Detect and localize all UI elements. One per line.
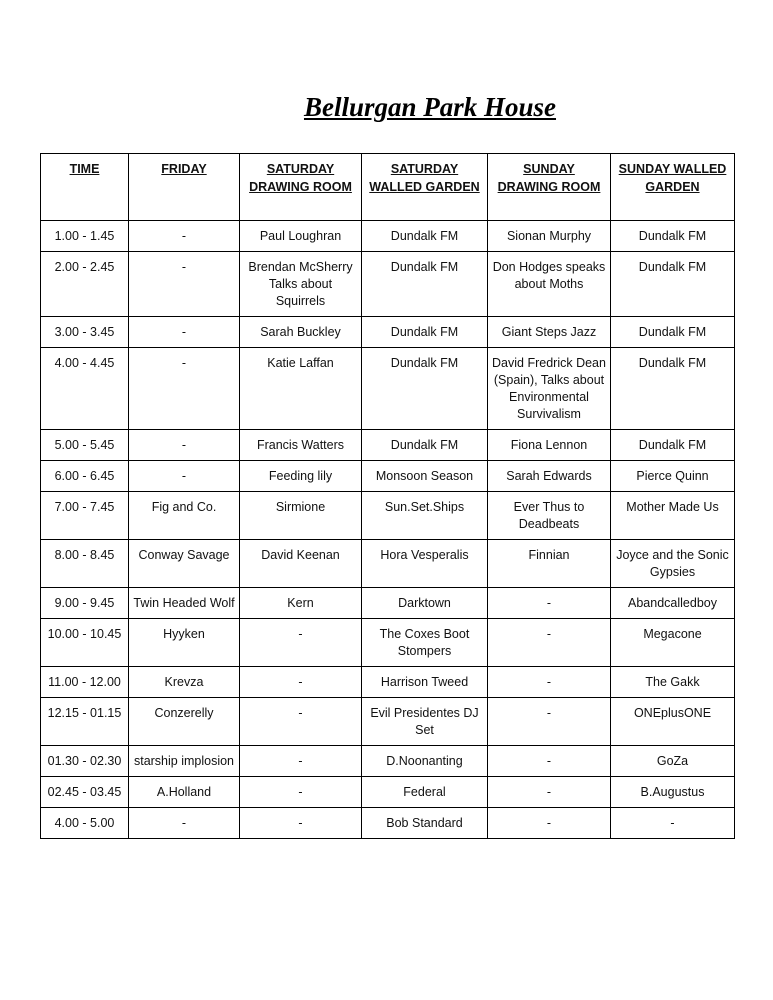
cell-friday: Hyyken (129, 619, 240, 667)
cell-time: 11.00 - 12.00 (41, 667, 129, 698)
cell-time: 9.00 - 9.45 (41, 588, 129, 619)
cell-sunday-walled-garden: ONEplusONE (611, 698, 735, 746)
cell-saturday-walled-garden: Federal (362, 777, 488, 808)
cell-sunday-walled-garden: Abandcalledboy (611, 588, 735, 619)
cell-sunday-walled-garden: B.Augustus (611, 777, 735, 808)
cell-saturday-walled-garden: Sun.Set.Ships (362, 492, 488, 540)
table-row (41, 777, 735, 808)
cell-saturday-drawing-room: Kern (240, 588, 362, 619)
header-row (41, 154, 735, 221)
cell-saturday-walled-garden: Dundalk FM (362, 348, 488, 430)
cell-saturday-drawing-room: - (240, 808, 362, 839)
cell-sunday-drawing-room: Fiona Lennon (488, 430, 611, 461)
table-row (41, 667, 735, 698)
cell-sunday-drawing-room: - (488, 667, 611, 698)
cell-friday: - (129, 461, 240, 492)
cell-saturday-walled-garden: Dundalk FM (362, 252, 488, 317)
schedule-body (41, 221, 735, 839)
cell-saturday-drawing-room: Feeding lily (240, 461, 362, 492)
header-sunday-walled-garden: SUNDAY WALLED GARDEN (611, 154, 735, 221)
cell-sunday-walled-garden: Mother Made Us (611, 492, 735, 540)
cell-saturday-walled-garden: Dundalk FM (362, 317, 488, 348)
cell-time: 7.00 - 7.45 (41, 492, 129, 540)
cell-saturday-drawing-room: Brendan McSherry Talks about Squirrels (240, 252, 362, 317)
cell-sunday-drawing-room: Sarah Edwards (488, 461, 611, 492)
table-row (41, 808, 735, 839)
header-saturday-drawing-room: SATURDAY DRAWING ROOM (240, 154, 362, 221)
table-row (41, 461, 735, 492)
table-row (41, 698, 735, 746)
cell-saturday-drawing-room: - (240, 777, 362, 808)
cell-sunday-drawing-room: - (488, 777, 611, 808)
table-row (41, 540, 735, 588)
cell-friday: Fig and Co. (129, 492, 240, 540)
cell-sunday-walled-garden: Dundalk FM (611, 348, 735, 430)
cell-time: 2.00 - 2.45 (41, 252, 129, 317)
header-friday: FRIDAY (129, 154, 240, 221)
cell-saturday-walled-garden: Evil Presidentes DJ Set (362, 698, 488, 746)
cell-saturday-walled-garden: Bob Standard (362, 808, 488, 839)
table-row (41, 317, 735, 348)
cell-sunday-drawing-room: - (488, 808, 611, 839)
cell-sunday-walled-garden: Dundalk FM (611, 252, 735, 317)
cell-sunday-drawing-room: Ever Thus to Deadbeats (488, 492, 611, 540)
table-row (41, 746, 735, 777)
cell-saturday-walled-garden: Hora Vesperalis (362, 540, 488, 588)
cell-sunday-drawing-room: Giant Steps Jazz (488, 317, 611, 348)
cell-friday: A.Holland (129, 777, 240, 808)
cell-sunday-drawing-room: Finnian (488, 540, 611, 588)
cell-time: 3.00 - 3.45 (41, 317, 129, 348)
cell-sunday-walled-garden: Joyce and the Sonic Gypsies (611, 540, 735, 588)
cell-saturday-walled-garden: D.Noonanting (362, 746, 488, 777)
cell-sunday-drawing-room: - (488, 746, 611, 777)
cell-time: 02.45 - 03.45 (41, 777, 129, 808)
cell-time: 6.00 - 6.45 (41, 461, 129, 492)
cell-sunday-drawing-room: - (488, 588, 611, 619)
table-row (41, 588, 735, 619)
cell-saturday-drawing-room: Paul Loughran (240, 221, 362, 252)
cell-friday: - (129, 317, 240, 348)
table-row (41, 492, 735, 540)
cell-saturday-walled-garden: Darktown (362, 588, 488, 619)
cell-sunday-walled-garden: Megacone (611, 619, 735, 667)
cell-sunday-walled-garden: Dundalk FM (611, 317, 735, 348)
table-row (41, 252, 735, 317)
cell-time: 5.00 - 5.45 (41, 430, 129, 461)
cell-sunday-drawing-room: - (488, 619, 611, 667)
cell-saturday-drawing-room: - (240, 667, 362, 698)
cell-friday: - (129, 808, 240, 839)
table-row (41, 430, 735, 461)
cell-sunday-walled-garden: The Gakk (611, 667, 735, 698)
cell-saturday-drawing-room: David Keenan (240, 540, 362, 588)
cell-friday: - (129, 430, 240, 461)
cell-sunday-drawing-room: Don Hodges speaks about Moths (488, 252, 611, 317)
cell-saturday-drawing-room: - (240, 698, 362, 746)
cell-sunday-drawing-room: - (488, 698, 611, 746)
table-row (41, 619, 735, 667)
cell-saturday-drawing-room: Sirmione (240, 492, 362, 540)
cell-sunday-walled-garden: Dundalk FM (611, 221, 735, 252)
cell-saturday-drawing-room: Sarah Buckley (240, 317, 362, 348)
cell-sunday-walled-garden: Pierce Quinn (611, 461, 735, 492)
cell-time: 4.00 - 4.45 (41, 348, 129, 430)
cell-sunday-drawing-room: Sionan Murphy (488, 221, 611, 252)
cell-sunday-walled-garden: - (611, 808, 735, 839)
cell-saturday-walled-garden: Dundalk FM (362, 221, 488, 252)
cell-saturday-walled-garden: The Coxes Boot Stompers (362, 619, 488, 667)
cell-friday: Conway Savage (129, 540, 240, 588)
cell-saturday-walled-garden: Monsoon Season (362, 461, 488, 492)
cell-friday: starship implosion (129, 746, 240, 777)
cell-saturday-drawing-room: - (240, 746, 362, 777)
cell-friday: Krevza (129, 667, 240, 698)
cell-saturday-drawing-room: Katie Laffan (240, 348, 362, 430)
header-sunday-drawing-room: SUNDAY DRAWING ROOM (488, 154, 611, 221)
cell-friday: - (129, 221, 240, 252)
cell-time: 12.15 - 01.15 (41, 698, 129, 746)
cell-friday: - (129, 348, 240, 430)
cell-time: 10.00 - 10.45 (41, 619, 129, 667)
cell-sunday-walled-garden: Dundalk FM (611, 430, 735, 461)
cell-friday: - (129, 252, 240, 317)
cell-saturday-walled-garden: Harrison Tweed (362, 667, 488, 698)
cell-time: 4.00 - 5.00 (41, 808, 129, 839)
cell-saturday-drawing-room: - (240, 619, 362, 667)
schedule-table (40, 153, 735, 839)
cell-saturday-drawing-room: Francis Watters (240, 430, 362, 461)
cell-sunday-drawing-room: David Fredrick Dean (Spain), Talks about Environmental Survivalism (488, 348, 611, 430)
page-title: Bellurgan Park House (303, 92, 557, 122)
cell-time: 01.30 - 02.30 (41, 746, 129, 777)
cell-sunday-walled-garden: GoZa (611, 746, 735, 777)
cell-time: 1.00 - 1.45 (41, 221, 129, 252)
cell-saturday-walled-garden: Dundalk FM (362, 430, 488, 461)
cell-time: 8.00 - 8.45 (41, 540, 129, 588)
header-saturday-walled-garden: SATURDAY WALLED GARDEN (362, 154, 488, 221)
header-time: TIME (41, 154, 129, 221)
cell-friday: Twin Headed Wolf (129, 588, 240, 619)
table-row (41, 348, 735, 430)
table-row (41, 221, 735, 252)
cell-friday: Conzerelly (129, 698, 240, 746)
